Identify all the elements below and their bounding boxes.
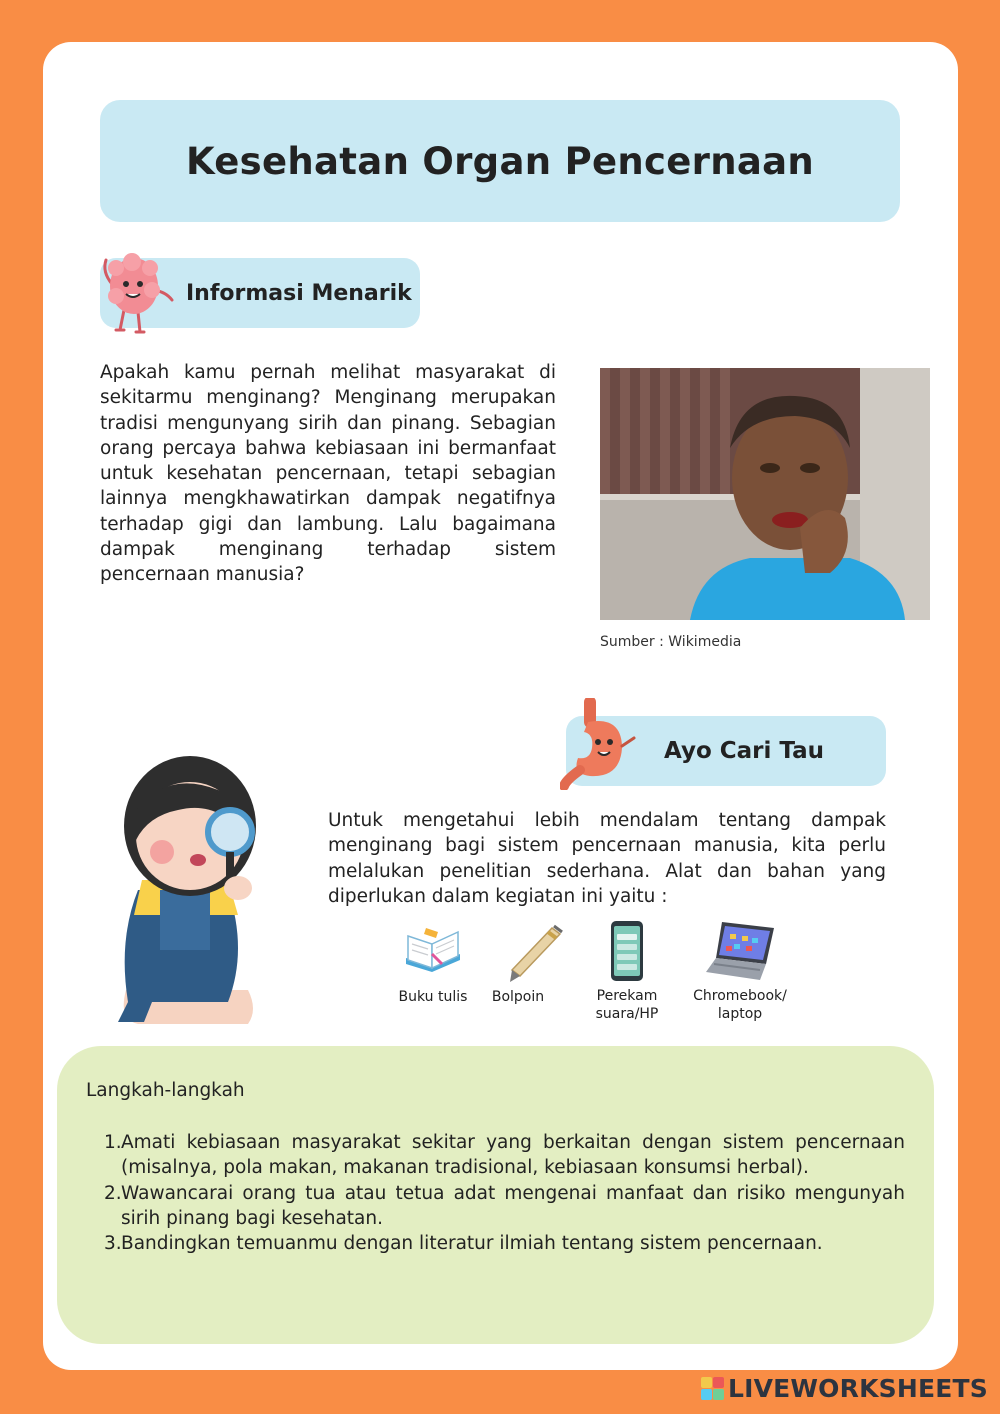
tool-label-laptop-line1: Chromebook/ [693, 988, 787, 1004]
research-paragraph: Untuk mengetahui lebih mendalam tentang dampak menginang bagi sistem pencernaan manusia, kita perlu melalukan penelitian sederhana. Alat dan bahan yang diperlukan dalam kegiatan ini yaitu : [328, 810, 886, 907]
step-item [100, 1181, 905, 1232]
tool-label-notebook: Buku tulis [398, 989, 468, 1005]
tool-label-pen: Bolpoin [491, 989, 545, 1005]
intestine-mascot-icon [98, 250, 180, 336]
step-item [100, 1130, 905, 1181]
info-paragraph: Apakah kamu pernah melihat masyarakat di sekitarmu menginang? Menginang merupakan tradisi mengunyang sirih dan pinang. Sebagian orang percaya bahwa kebiasaan ini bermanfaat untuk kesehatan pencernaan, tetapi sebagian lainnya mengkhawatirkan dampak negatifnya terhadap gigi dan lambung. Lalu bagaimana dampak menginang terhadap sistem pencernaan manusia? [100, 362, 556, 586]
notebook-icon [402, 924, 464, 982]
research-heading: Ayo Cari Tau [663, 738, 825, 764]
woman-chewing-betel-photo [600, 368, 930, 620]
info-heading: Informasi Menarik [186, 280, 412, 306]
step-text: Bandingkan temuanmu dengan literatur ilmiah tentang sistem pencernaan. [121, 1233, 823, 1255]
page-title: Kesehatan Organ Pencernaan [185, 139, 815, 183]
stomach-mascot-icon [560, 698, 640, 790]
phone-icon [610, 920, 644, 982]
tool-label-laptop [684, 987, 796, 1023]
step-number: 3. [104, 1233, 122, 1255]
liveworksheets-logo-icon [701, 1377, 724, 1400]
liveworksheets-brand [701, 1374, 988, 1403]
tool-label-phone-line2: suara/HP [595, 1006, 659, 1022]
steps-list [100, 1130, 905, 1256]
title-banner [100, 100, 900, 222]
tool-label-phone [582, 987, 672, 1023]
pen-icon [506, 924, 564, 984]
tool-label-phone-line1: Perekam [596, 988, 658, 1004]
step-item [100, 1231, 905, 1256]
girl-with-magnifier-illustration [98, 740, 288, 1030]
step-number: 2. [104, 1182, 122, 1204]
brand-wordmark: LIVEWORKSHEETS [727, 1374, 988, 1403]
step-number: 1. [104, 1132, 122, 1153]
laptop-icon [704, 920, 776, 982]
tool-label-laptop-line2: laptop [717, 1006, 763, 1022]
steps-heading: Langkah-langkah [86, 1080, 245, 1101]
step-text: Amati kebiasaan masyarakat sekitar yang berkaitan dengan sistem pencernaan (misalnya, pola makan, makanan tradisional, kebiasaan konsumsi herbal). [121, 1132, 905, 1179]
photo-caption: Sumber : Wikimedia [600, 634, 742, 650]
step-text: Wawancarai orang tua atau tetua adat mengenai manfaat dan risiko mengunyah sirih pinang bagi kesehatan. [121, 1182, 905, 1229]
